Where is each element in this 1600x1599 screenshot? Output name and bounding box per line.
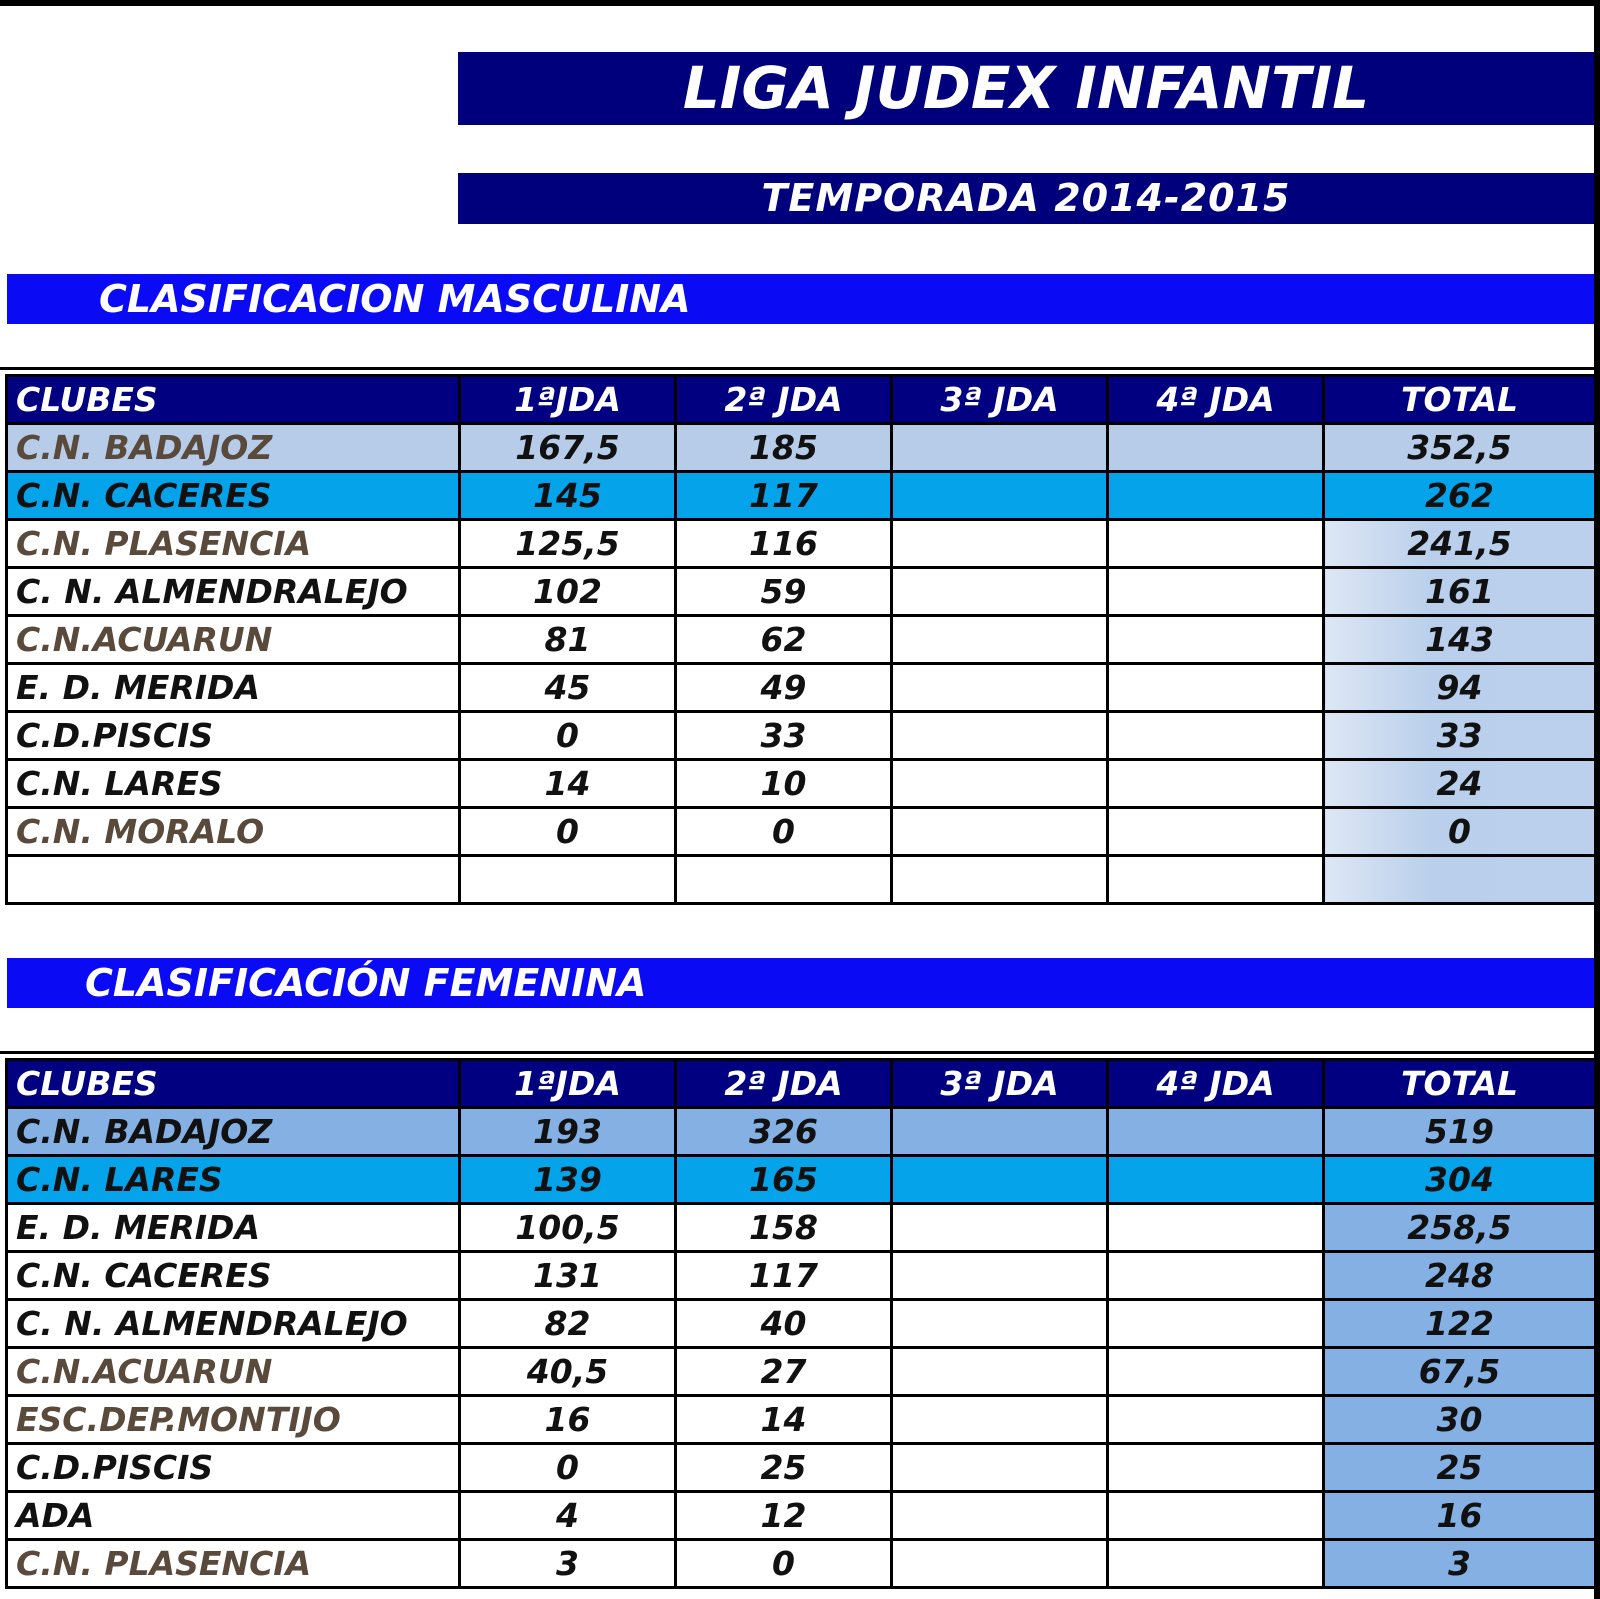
table-row [7,1444,1596,1492]
score-jda2: 116 [676,520,892,568]
table-row [7,424,1596,472]
score-jda2: 117 [676,1252,892,1300]
column-header-jda4: 4ª JDA [1108,376,1324,424]
club-name: C.N. LARES [7,760,460,808]
score-jda4 [1108,1492,1324,1540]
table-row [7,472,1596,520]
score-jda1: 0 [460,808,676,856]
score-total: 304 [1324,1156,1596,1204]
table-row [7,520,1596,568]
club-name: ESC.DEP.MONTIJO [7,1396,460,1444]
score-jda1: 131 [460,1252,676,1300]
score-jda3 [892,1300,1108,1348]
table-row [7,616,1596,664]
score-jda4 [1108,856,1324,904]
score-jda3 [892,712,1108,760]
score-jda1: 139 [460,1156,676,1204]
club-name: C.N. BADAJOZ [7,424,460,472]
score-jda3 [892,1492,1108,1540]
score-total: 67,5 [1324,1348,1596,1396]
table-header-row [7,376,1596,424]
table-row [7,1492,1596,1540]
score-total: 16 [1324,1492,1596,1540]
score-jda2: 165 [676,1156,892,1204]
top-border [0,0,1600,6]
score-jda1: 82 [460,1300,676,1348]
score-jda4 [1108,808,1324,856]
club-name: C.D.PISCIS [7,712,460,760]
score-total: 248 [1324,1252,1596,1300]
table-row [7,1300,1596,1348]
score-jda3 [892,520,1108,568]
score-jda4 [1108,1156,1324,1204]
section-title-femenina: CLASIFICACIÓN FEMENINA [7,958,1594,1008]
score-jda4 [1108,1396,1324,1444]
club-name: C.D.PISCIS [7,1444,460,1492]
club-name: C.N. PLASENCIA [7,520,460,568]
score-jda3 [892,424,1108,472]
score-total: 161 [1324,568,1596,616]
score-jda4 [1108,472,1324,520]
score-jda2: 33 [676,712,892,760]
column-header-jda2: 2ª JDA [676,376,892,424]
club-name: C.N. CACERES [7,472,460,520]
table-row [7,1396,1596,1444]
table-row [7,712,1596,760]
score-jda1: 0 [460,1444,676,1492]
score-jda2: 158 [676,1204,892,1252]
score-total: 519 [1324,1108,1596,1156]
table-row [7,1540,1596,1588]
score-jda4 [1108,1540,1324,1588]
score-jda4 [1108,760,1324,808]
score-jda4 [1108,520,1324,568]
club-name: C.N. LARES [7,1156,460,1204]
club-name: E. D. MERIDA [7,1204,460,1252]
score-jda1: 125,5 [460,520,676,568]
column-header-jda4: 4ª JDA [1108,1060,1324,1108]
section-title-masculina: CLASIFICACION MASCULINA [7,274,1594,324]
column-header-clubes: CLUBES [7,1060,460,1108]
score-jda2: 40 [676,1300,892,1348]
table-row [7,1204,1596,1252]
column-header-jda1: 1ªJDA [460,376,676,424]
score-jda1: 45 [460,664,676,712]
score-jda2: 12 [676,1492,892,1540]
score-jda1: 102 [460,568,676,616]
score-jda1: 14 [460,760,676,808]
score-jda1: 100,5 [460,1204,676,1252]
column-header-jda3: 3ª JDA [892,1060,1108,1108]
club-name: C.N. PLASENCIA [7,1540,460,1588]
score-total: 94 [1324,664,1596,712]
score-jda4 [1108,568,1324,616]
score-jda1: 81 [460,616,676,664]
column-header-total: TOTAL [1324,376,1596,424]
score-jda2: 62 [676,616,892,664]
club-name: C.N.ACUARUN [7,616,460,664]
score-jda3 [892,1156,1108,1204]
score-jda3 [892,1348,1108,1396]
score-jda1: 145 [460,472,676,520]
score-jda4 [1108,664,1324,712]
score-jda3 [892,808,1108,856]
club-name: C. N. ALMENDRALEJO [7,1300,460,1348]
table-row [7,1108,1596,1156]
score-jda4 [1108,424,1324,472]
season-title: TEMPORADA 2014-2015 [458,173,1594,224]
club-name: C.N. CACERES [7,1252,460,1300]
score-jda4 [1108,712,1324,760]
score-jda1: 4 [460,1492,676,1540]
score-total [1324,856,1596,904]
score-total: 33 [1324,712,1596,760]
score-jda3 [892,1444,1108,1492]
score-jda3 [892,1204,1108,1252]
column-header-total: TOTAL [1324,1060,1596,1108]
score-jda4 [1108,616,1324,664]
score-jda3 [892,616,1108,664]
page-title: LIGA JUDEX INFANTIL [458,52,1594,125]
table-row [7,1348,1596,1396]
score-total: 24 [1324,760,1596,808]
score-total: 143 [1324,616,1596,664]
club-name: C.N.ACUARUN [7,1348,460,1396]
score-jda4 [1108,1108,1324,1156]
score-jda2: 326 [676,1108,892,1156]
score-jda2: 10 [676,760,892,808]
standings-table-femenina [5,1058,1597,1589]
score-jda2: 14 [676,1396,892,1444]
score-jda4 [1108,1300,1324,1348]
divider-line [0,1051,1600,1054]
score-jda2: 27 [676,1348,892,1396]
score-total: 25 [1324,1444,1596,1492]
score-jda2: 185 [676,424,892,472]
score-jda3 [892,1108,1108,1156]
score-jda2: 49 [676,664,892,712]
score-jda1: 16 [460,1396,676,1444]
score-jda3 [892,568,1108,616]
table-row [7,1252,1596,1300]
score-jda3 [892,760,1108,808]
club-name: C.N. BADAJOZ [7,1108,460,1156]
club-name: C.N. MORALO [7,808,460,856]
score-jda1: 3 [460,1540,676,1588]
score-total: 258,5 [1324,1204,1596,1252]
score-jda3 [892,664,1108,712]
column-header-jda3: 3ª JDA [892,376,1108,424]
score-total: 30 [1324,1396,1596,1444]
score-jda1: 40,5 [460,1348,676,1396]
score-total: 352,5 [1324,424,1596,472]
divider-line [0,367,1600,370]
score-jda2: 25 [676,1444,892,1492]
score-jda2: 117 [676,472,892,520]
table-header-row [7,1060,1596,1108]
score-jda4 [1108,1444,1324,1492]
score-jda3 [892,1396,1108,1444]
score-jda2: 0 [676,1540,892,1588]
table-row [7,808,1596,856]
column-header-jda2: 2ª JDA [676,1060,892,1108]
club-name: C. N. ALMENDRALEJO [7,568,460,616]
column-header-jda1: 1ªJDA [460,1060,676,1108]
score-jda1: 0 [460,712,676,760]
score-jda2: 59 [676,568,892,616]
score-jda4 [1108,1348,1324,1396]
club-name: E. D. MERIDA [7,664,460,712]
score-jda1 [460,856,676,904]
club-name [7,856,460,904]
table-row [7,856,1596,904]
score-jda3 [892,856,1108,904]
score-total: 122 [1324,1300,1596,1348]
score-jda1: 167,5 [460,424,676,472]
score-jda3 [892,472,1108,520]
score-jda3 [892,1540,1108,1588]
score-total: 241,5 [1324,520,1596,568]
score-total: 262 [1324,472,1596,520]
score-jda4 [1108,1252,1324,1300]
score-jda2: 0 [676,808,892,856]
score-jda4 [1108,1204,1324,1252]
table-row [7,664,1596,712]
score-total: 3 [1324,1540,1596,1588]
column-header-clubes: CLUBES [7,376,460,424]
table-row [7,568,1596,616]
table-row [7,760,1596,808]
standings-table-masculina [5,374,1597,905]
score-jda3 [892,1252,1108,1300]
club-name: ADA [7,1492,460,1540]
score-jda2 [676,856,892,904]
score-total: 0 [1324,808,1596,856]
table-row [7,1156,1596,1204]
score-jda1: 193 [460,1108,676,1156]
